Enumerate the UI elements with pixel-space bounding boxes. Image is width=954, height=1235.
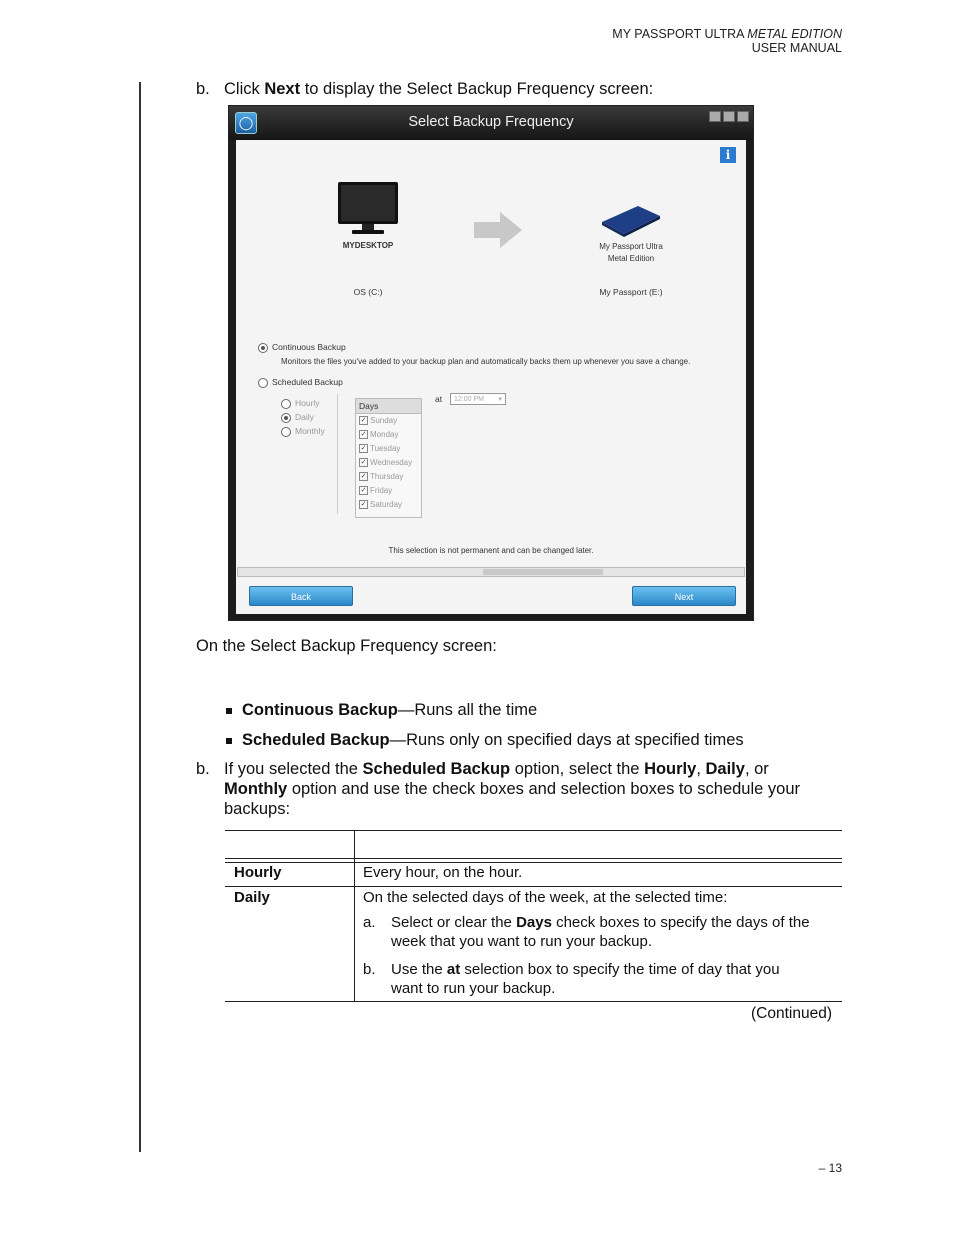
close-icon[interactable] xyxy=(737,111,749,122)
day-saturday[interactable]: ✓ Saturday xyxy=(360,500,403,509)
table-term-hourly: Hourly xyxy=(234,864,282,881)
window-title: Select Backup Frequency xyxy=(408,114,574,130)
sub-b-text: Use the at selection box to specify the time of day that you want to run your backup. xyxy=(391,961,780,997)
window-titlebar xyxy=(229,106,753,140)
window-controls xyxy=(709,111,749,122)
arrow-right-icon xyxy=(474,210,524,250)
frequency-options xyxy=(281,396,325,438)
frequency-monthly[interactable]: Monthly xyxy=(281,424,325,438)
target-drive: My Passport (E:) xyxy=(599,287,663,297)
back-button[interactable]: Back xyxy=(249,586,353,606)
bullet-continuous: Continuous Backup—Runs all the time xyxy=(242,701,538,719)
running-header: MY PASSPORT ULTRA METAL EDITION USER MANUAL xyxy=(612,27,842,55)
maximize-icon[interactable] xyxy=(723,111,735,122)
continuous-backup-option[interactable]: Continuous Backup xyxy=(258,342,346,353)
step2-marker: b. xyxy=(196,760,210,778)
backup-frequency-screenshot xyxy=(228,105,754,621)
window-client xyxy=(236,140,746,614)
chevron-down-icon: ▾ xyxy=(498,396,502,403)
continued-note: (Continued) xyxy=(751,1005,832,1022)
days-header: Days xyxy=(356,399,421,414)
at-label: at xyxy=(435,394,443,404)
table-desc-hourly: Every hour, on the hour. xyxy=(363,864,523,881)
passport-drive-icon xyxy=(598,202,662,238)
scheduled-radio[interactable] xyxy=(258,378,268,388)
intro-text: On the Select Backup Frequency screen: xyxy=(196,637,497,655)
next-button[interactable]: Next xyxy=(632,586,736,606)
options-divider xyxy=(337,394,338,514)
sub-b-marker: b. xyxy=(363,961,376,978)
day-tuesday[interactable]: ✓ Tuesday xyxy=(360,444,401,453)
day-monday[interactable]: ✓ Monday xyxy=(360,430,399,439)
day-thursday[interactable]: ✓ Thursday xyxy=(360,472,404,481)
scheduled-backup-option[interactable]: Scheduled Backup xyxy=(258,377,343,388)
target-name: My Passport Ultra Metal Edition xyxy=(599,242,663,263)
source-name: MYDESKTOP xyxy=(342,241,394,250)
frequency-daily[interactable]: Daily xyxy=(281,410,325,424)
table-header-rule xyxy=(225,858,842,859)
source-drive: OS (C:) xyxy=(353,287,383,297)
sub-a-text: Select or clear the Days check boxes to specify the days of the week that you want to run your backup. xyxy=(391,914,810,950)
continuous-description: Monitors the files you've added to your backup plan and automatically backs them up whenever you save a change. xyxy=(281,357,691,366)
table-column-rule xyxy=(354,830,355,1001)
table-bottom-rule xyxy=(225,1001,842,1002)
step-marker: b. xyxy=(196,80,210,98)
day-friday[interactable]: ✓ Friday xyxy=(360,486,393,495)
page-number: – 13 xyxy=(818,1161,842,1175)
days-list xyxy=(355,398,422,518)
selection-note: This selection is not permanent and can be changed later. xyxy=(388,546,594,555)
day-sunday[interactable]: ✓ Sunday xyxy=(360,416,398,425)
bullet-scheduled: Scheduled Backup—Runs only on specified days at specified times xyxy=(242,731,744,749)
scrollbar-thumb[interactable] xyxy=(483,569,603,575)
info-icon[interactable]: i xyxy=(720,147,736,163)
day-wednesday[interactable]: ✓ Wednesday xyxy=(360,458,413,467)
bullet-marker xyxy=(226,738,232,744)
table-desc-daily: On the selected days of the week, at the selected time: xyxy=(363,889,728,906)
monitor-icon xyxy=(336,180,400,236)
step2-text: If you selected the Scheduled Backup option, select the Hourly, Daily, or Monthly option and use the check boxes and selection boxes to schedule your backups: xyxy=(224,760,801,818)
step-text: Click Next to display the Select Backup Frequency screen: xyxy=(224,80,654,98)
continuous-radio[interactable] xyxy=(258,343,268,353)
app-logo-icon: ◯ xyxy=(235,112,257,134)
table-top-rule xyxy=(225,830,842,831)
table-header-rule xyxy=(225,862,842,863)
minimize-icon[interactable] xyxy=(709,111,721,122)
horizontal-scrollbar[interactable] xyxy=(237,567,745,577)
time-select[interactable]: 12:00 PM ▾ xyxy=(450,393,506,405)
left-margin-rule xyxy=(139,82,141,1152)
table-row-rule xyxy=(225,886,842,887)
bullet-marker xyxy=(226,708,232,714)
frequency-hourly[interactable]: Hourly xyxy=(281,396,325,410)
table-term-daily: Daily xyxy=(234,889,270,906)
sub-a-marker: a. xyxy=(363,914,376,931)
